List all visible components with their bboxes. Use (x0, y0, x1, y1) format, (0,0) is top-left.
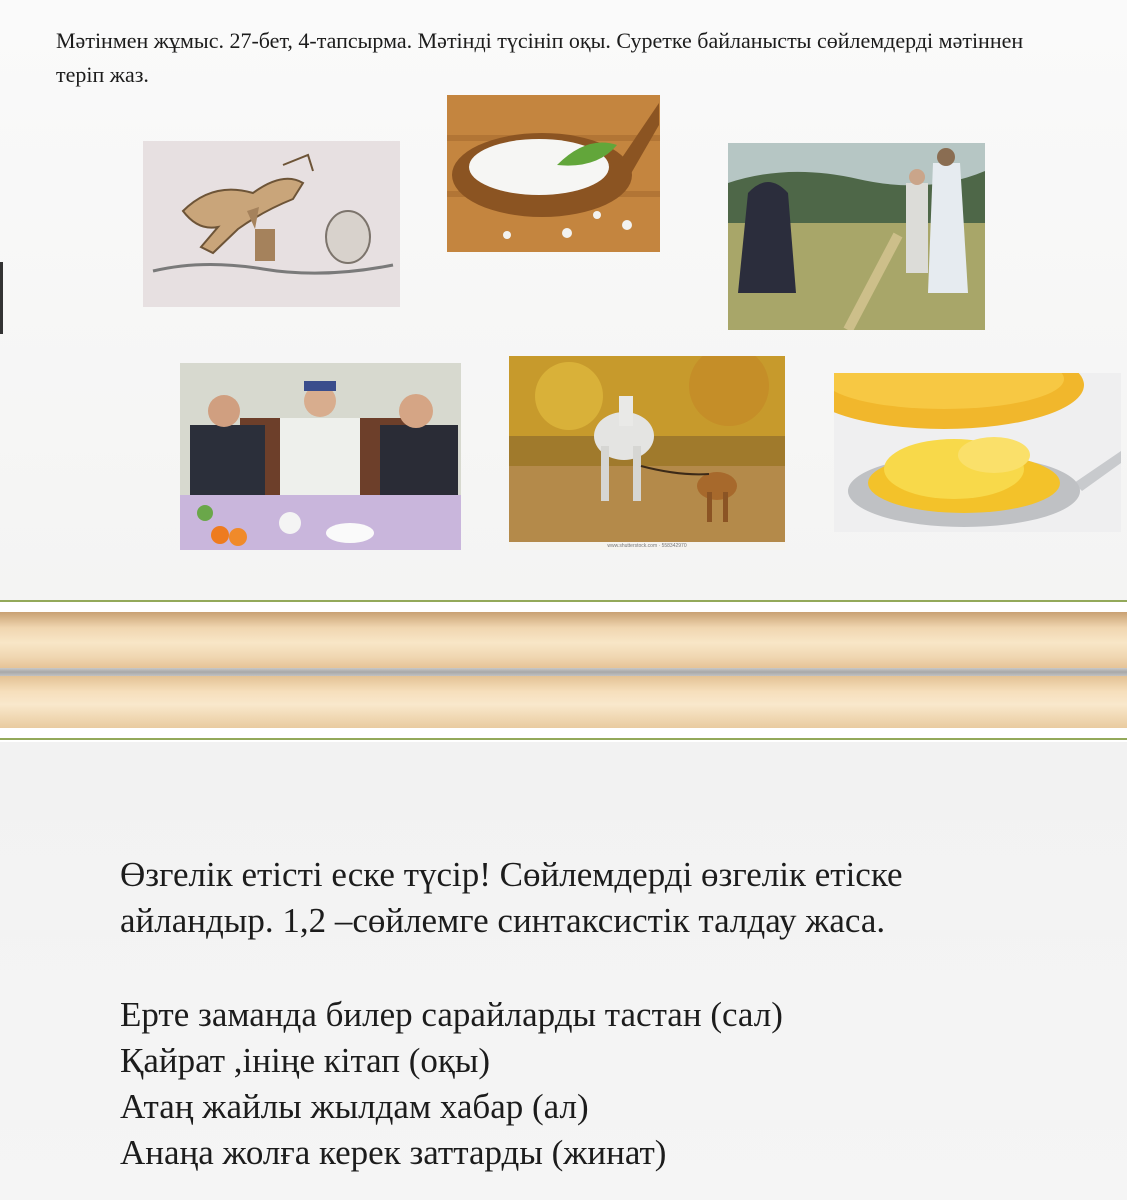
sentence-item: Ерте заманда билер сарайларды тастан (сал) (120, 995, 783, 1034)
divider-line-bottom (0, 738, 1127, 740)
instruction-text: Өзгелік етісті еске түсір! Сөйлемдерді өзгелік етіске айландыр. 1,2 –сөйлемге синтаксистік талдау жаса. (120, 855, 903, 940)
horse-dog-photo (509, 356, 785, 550)
sentence-item: Қайрат ,ініңе кітап (оқы) (120, 1041, 491, 1080)
sentence-item: Анаңа жолға керек заттарды (жинат) (120, 1133, 667, 1172)
left-edge-mark (0, 262, 3, 334)
sentence-item: Атаң жайлы жылдам хабар (ал) (120, 1087, 589, 1126)
wood-band-bottom (0, 676, 1127, 728)
task-title: Мәтінмен жұмыс. 27-бет, 4-тапсырма. Мәтінді түсініп оқы. Суретке байланысты сөйлемдерді мәтіннен теріп жаз. (56, 28, 1024, 87)
sentence-list (120, 992, 783, 1176)
men-praying-photo (180, 363, 461, 550)
butter-spoon-photo (834, 373, 1121, 532)
grey-stripe (0, 668, 1127, 676)
salt-spoon-photo (447, 95, 660, 252)
painting-elder-youth-photo (728, 143, 985, 330)
horse-foal-drawing (143, 141, 400, 307)
wood-band-top (0, 612, 1127, 668)
divider-line-top (0, 600, 1127, 602)
photo-caption: www.shutterstock.com · 558342970 (607, 543, 687, 549)
